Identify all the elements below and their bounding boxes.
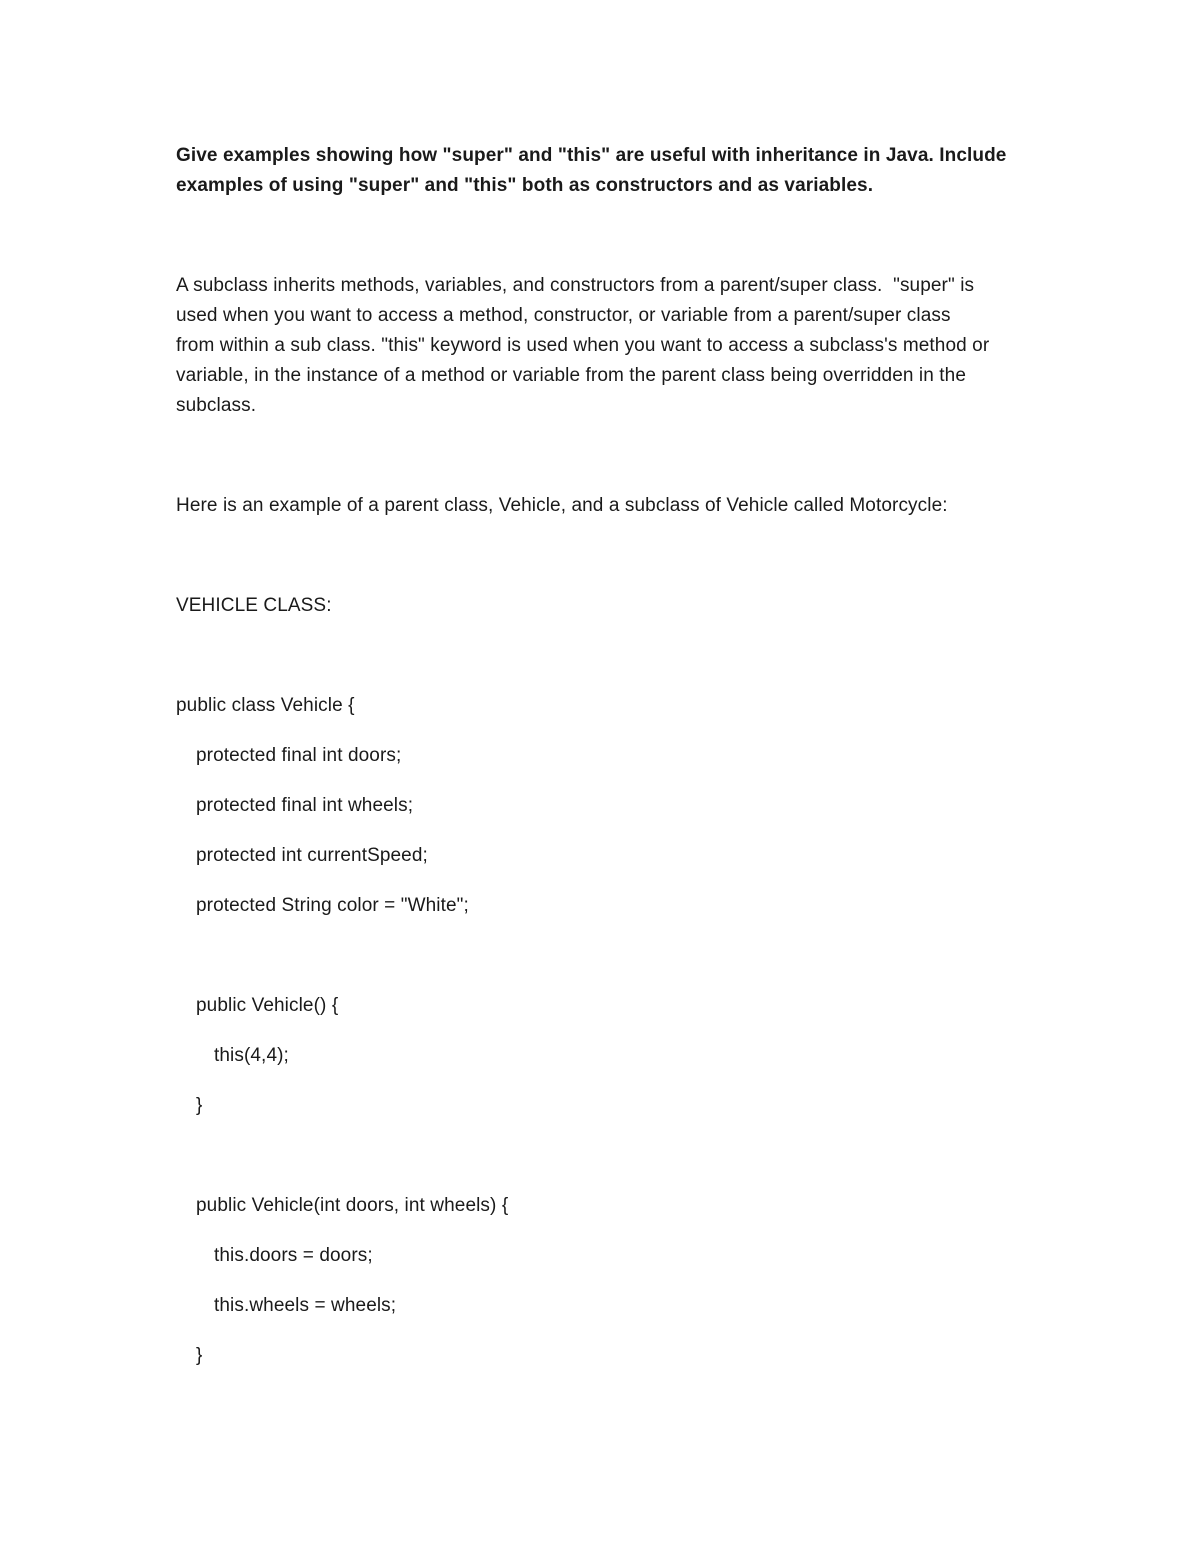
- code-field-current-speed: protected int currentSpeed;: [196, 845, 428, 866]
- explanation-line-4: variable, in the instance of a method or variable from the parent class being overridden in the: [176, 365, 967, 386]
- code-constructor-params-close: }: [196, 1345, 203, 1366]
- question-line-1: Give examples showing how "super" and "this" are useful with inheritance in Java. Include: [176, 145, 1007, 166]
- code-constructor-params-wheels: this.wheels = wheels;: [214, 1295, 397, 1316]
- explanation-line-3: from within a sub class. "this" keyword is used when you want to access a subclass's method or: [176, 335, 990, 356]
- code-field-wheels: protected final int wheels;: [196, 795, 414, 816]
- intro-paragraph: Here is an example of a parent class, Vehicle, and a subclass of Vehicle called Motorcycle:: [176, 495, 948, 516]
- explanation-line-1: A subclass inherits methods, variables, and constructors from a parent/super class. "super" is: [176, 275, 975, 296]
- code-constructor-default-close: }: [196, 1095, 203, 1116]
- code-class-declaration: public class Vehicle {: [176, 695, 355, 716]
- code-constructor-default-declaration: public Vehicle() {: [196, 995, 339, 1016]
- question-line-2: examples of using "super" and "this" both as constructors and as variables.: [176, 175, 874, 196]
- code-field-doors: protected final int doors;: [196, 745, 402, 766]
- code-constructor-params-doors: this.doors = doors;: [214, 1245, 373, 1266]
- code-field-color: protected String color = "White";: [196, 895, 469, 916]
- code-constructor-params-declaration: public Vehicle(int doors, int wheels) {: [196, 1195, 509, 1216]
- explanation-line-5: subclass.: [176, 395, 257, 416]
- section-heading: VEHICLE CLASS:: [176, 595, 332, 616]
- code-constructor-default-body: this(4,4);: [214, 1045, 289, 1066]
- explanation-line-2: used when you want to access a method, constructor, or variable from a parent/super class: [176, 305, 951, 326]
